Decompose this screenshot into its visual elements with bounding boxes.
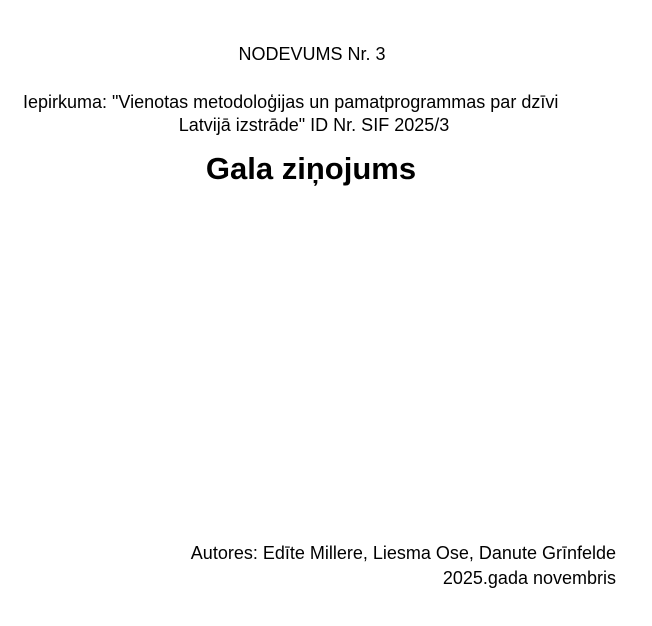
procurement-title-line-2: Latvijā izstrāde" ID Nr. SIF 2025/3 (178, 115, 450, 135)
authors: Autores: Edīte Millere, Liesma Ose, Danute Grīnfelde (190, 543, 616, 563)
report-title: Gala ziņojums (205, 151, 417, 186)
deliverable-number: NODEVUMS Nr. 3 (238, 44, 386, 64)
procurement-title-line-1: Iepirkuma: "Vienotas metodoloģijas un pamatprogrammas par dzīvi (23, 92, 559, 112)
report-date: 2025.gada novembris (442, 568, 616, 588)
